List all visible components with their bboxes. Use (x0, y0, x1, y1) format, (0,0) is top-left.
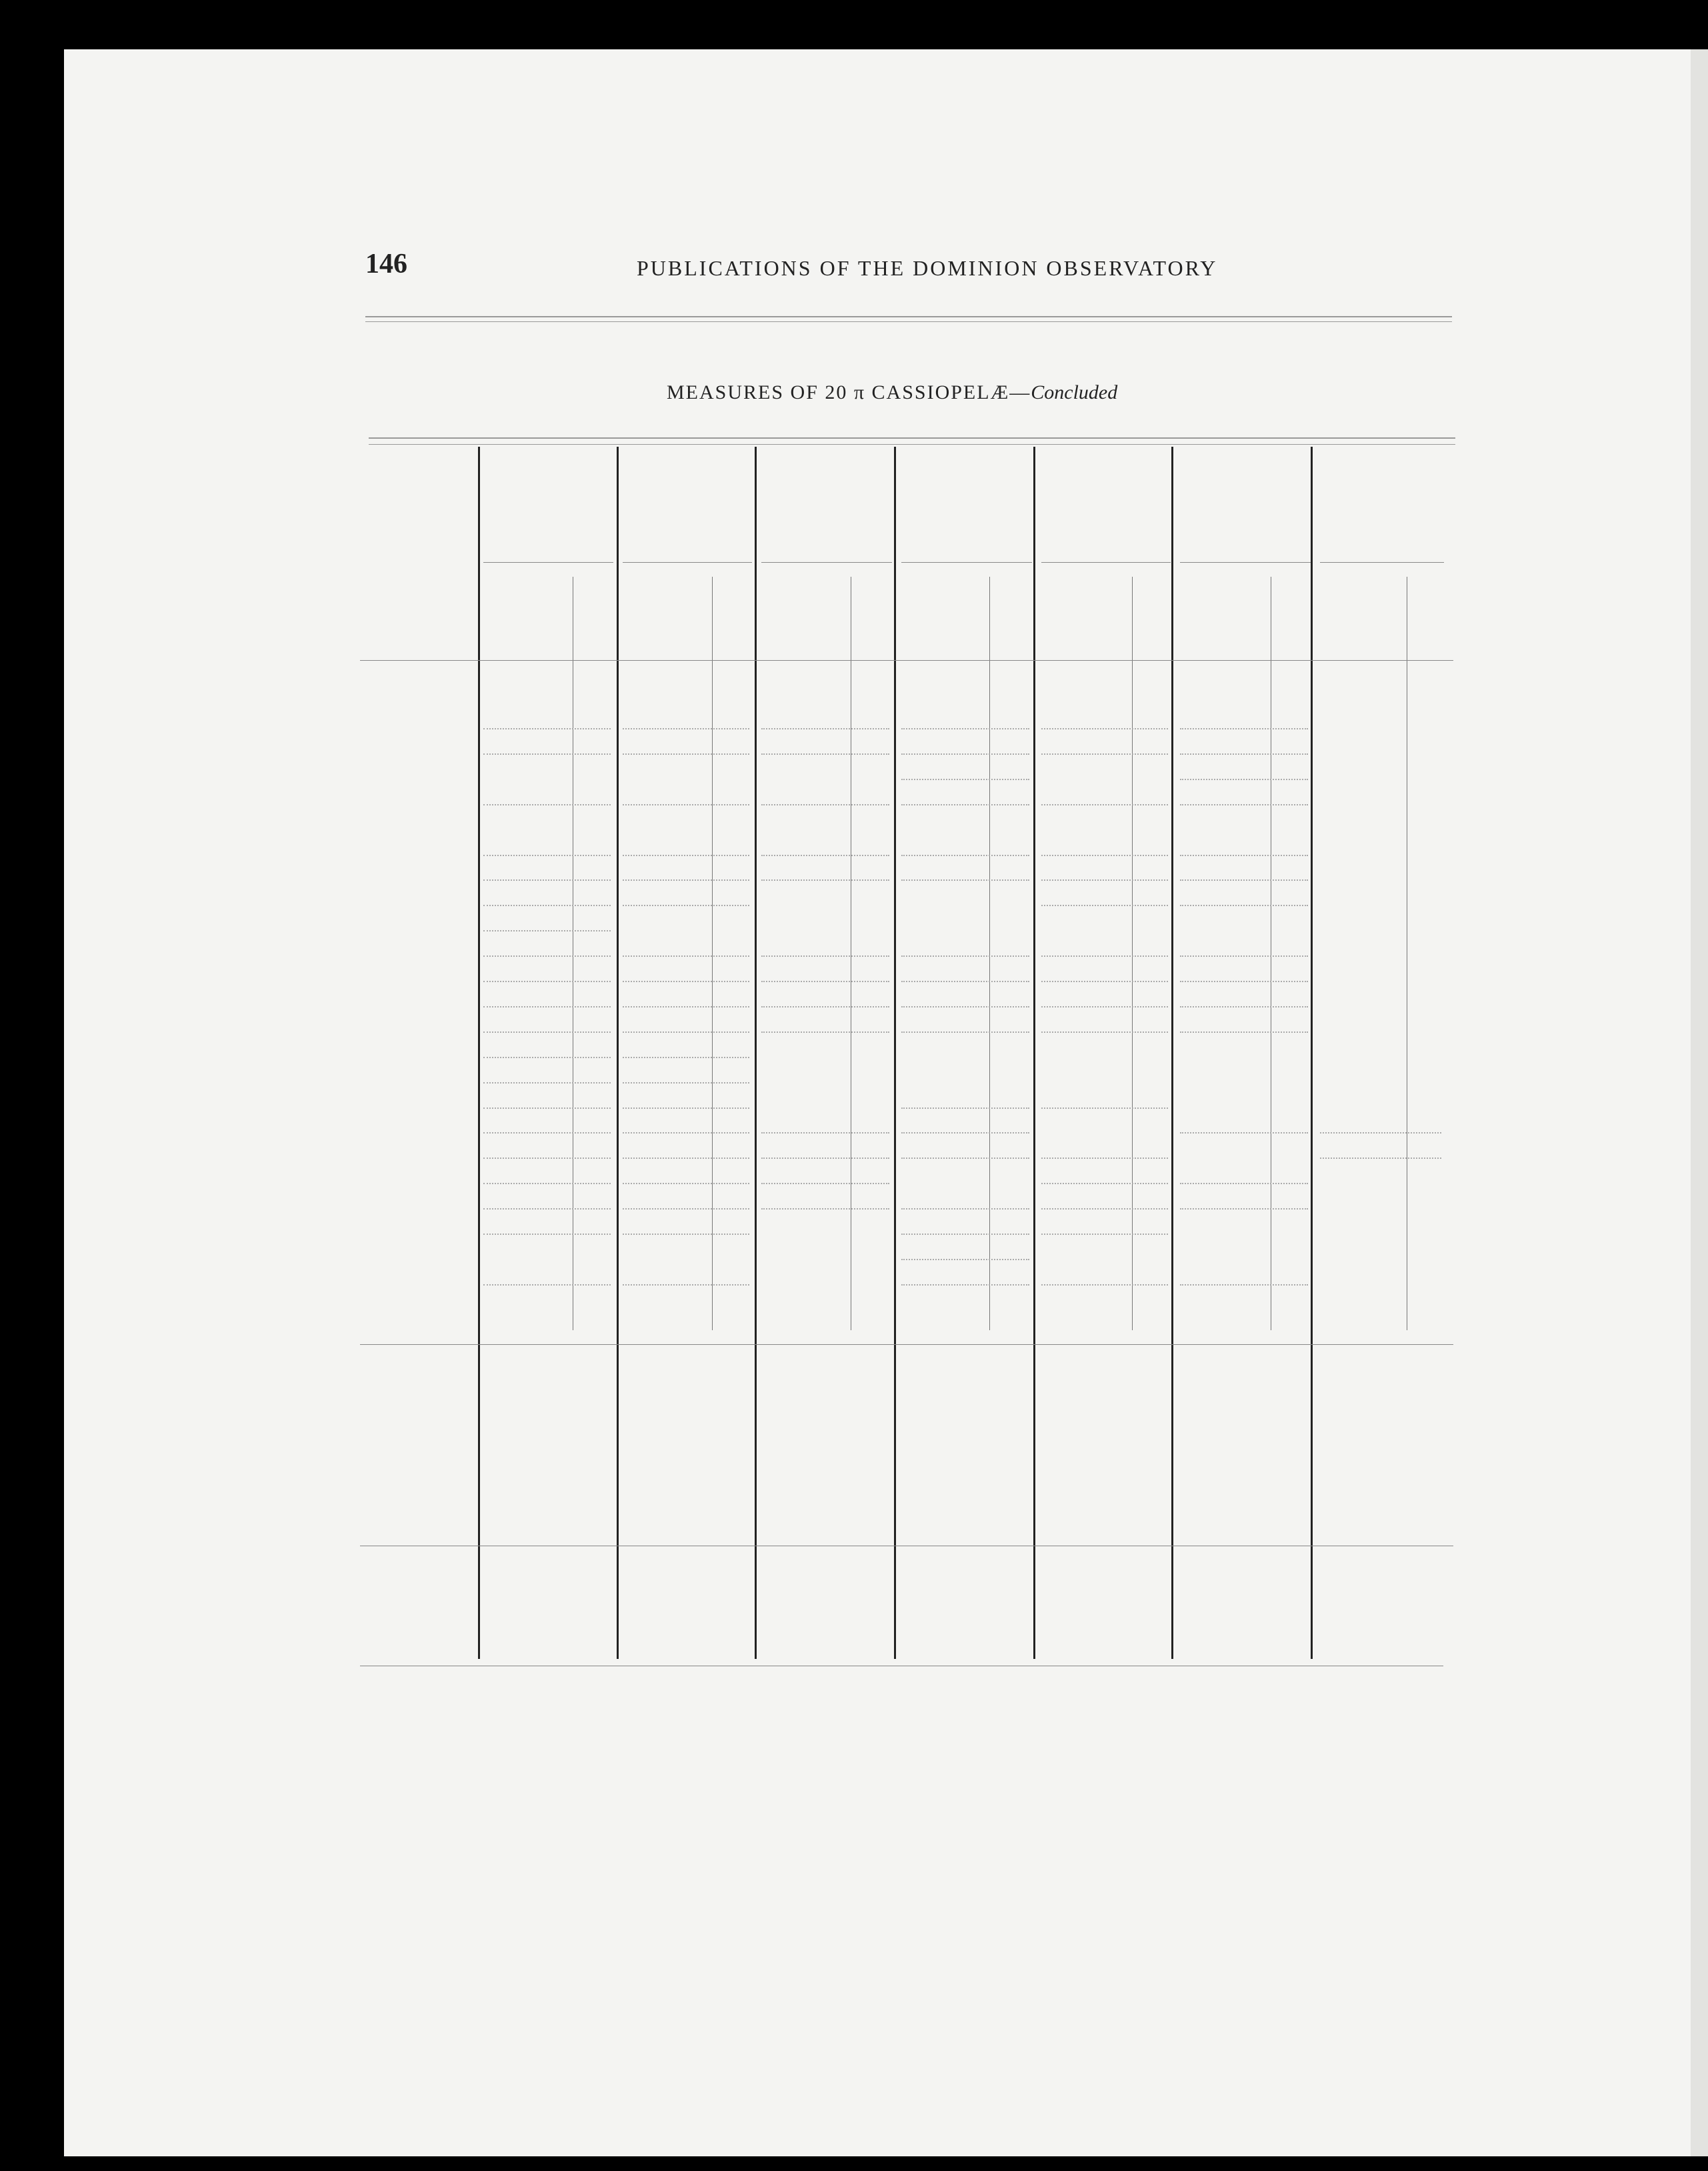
plate-underline (1041, 562, 1171, 563)
empty-leader (623, 879, 749, 881)
empty-leader (901, 981, 1029, 982)
empty-leader (623, 1057, 749, 1058)
empty-leader (623, 804, 749, 805)
empty-leader (1041, 804, 1168, 805)
empty-leader (901, 1259, 1029, 1260)
empty-leader (1180, 955, 1308, 957)
empty-leader (483, 1082, 611, 1083)
empty-leader (1041, 1183, 1168, 1184)
empty-leader (901, 1284, 1029, 1286)
running-head: PUBLICATIONS OF THE DOMINION OBSERVATORY (637, 256, 1218, 280)
empty-leader (761, 1031, 889, 1033)
column-rule (1033, 447, 1035, 1659)
empty-leader (483, 1132, 611, 1134)
empty-leader (623, 905, 749, 906)
plate-underline (1320, 562, 1444, 563)
empty-leader (901, 1132, 1029, 1134)
empty-leader (1180, 1208, 1308, 1210)
empty-leader (1041, 753, 1168, 755)
empty-leader (761, 981, 889, 982)
empty-leader (761, 1183, 889, 1184)
empty-leader (1180, 1284, 1308, 1286)
empty-leader (483, 879, 611, 881)
empty-leader (623, 753, 749, 755)
empty-leader (1041, 1284, 1168, 1286)
empty-leader (623, 1006, 749, 1007)
empty-leader (483, 981, 611, 982)
empty-leader (761, 855, 889, 856)
empty-leader (623, 855, 749, 856)
empty-leader (1180, 1006, 1308, 1007)
empty-leader (1041, 1006, 1168, 1007)
empty-leader (901, 753, 1029, 755)
empty-leader (1180, 804, 1308, 805)
table-top-rule (369, 437, 1455, 439)
empty-leader (623, 1183, 749, 1184)
empty-leader (1180, 1031, 1308, 1033)
empty-leader (761, 728, 889, 729)
empty-leader (483, 855, 611, 856)
empty-leader (623, 1158, 749, 1159)
empty-leader (483, 1234, 611, 1235)
empty-leader (1041, 905, 1168, 906)
plate-underline (761, 562, 892, 563)
empty-leader (901, 779, 1029, 780)
plate-underline (1180, 562, 1311, 563)
empty-leader (483, 753, 611, 755)
empty-leader (1041, 1208, 1168, 1210)
empty-leader (901, 804, 1029, 805)
empty-leader (1041, 981, 1168, 982)
page-edge (1691, 49, 1708, 2156)
column-rule (617, 447, 619, 1659)
empty-leader (901, 1234, 1029, 1235)
empty-leader (483, 930, 611, 931)
empty-leader (761, 879, 889, 881)
header-rule (365, 316, 1452, 317)
empty-leader (901, 879, 1029, 881)
empty-leader (901, 1031, 1029, 1033)
empty-leader (761, 955, 889, 957)
empty-leader (1320, 1158, 1441, 1159)
empty-leader (1041, 1158, 1168, 1159)
empty-leader (901, 728, 1029, 729)
empty-leader (1180, 855, 1308, 856)
empty-leader (623, 1208, 749, 1210)
empty-leader (761, 1132, 889, 1134)
empty-leader (483, 1284, 611, 1286)
empty-leader (623, 1108, 749, 1109)
empty-leader (761, 753, 889, 755)
empty-leader (483, 1183, 611, 1184)
empty-leader (1041, 1031, 1168, 1033)
page-sheet (64, 49, 1691, 2156)
empty-leader (901, 1006, 1029, 1007)
empty-leader (901, 1158, 1029, 1159)
column-rule (478, 447, 480, 1659)
empty-leader (483, 1006, 611, 1007)
column-rule (1311, 447, 1313, 1659)
empty-leader (761, 1006, 889, 1007)
empty-leader (483, 728, 611, 729)
empty-leader (1180, 753, 1308, 755)
empty-leader (1041, 1234, 1168, 1235)
table-top-rule-2 (369, 444, 1455, 445)
empty-leader (483, 804, 611, 805)
vel-wt-divider (989, 577, 990, 1330)
empty-leader (623, 1031, 749, 1033)
column-rule (755, 447, 757, 1659)
empty-leader (1320, 1132, 1441, 1134)
empty-leader (1180, 779, 1308, 780)
header-rule-2 (365, 321, 1452, 322)
empty-leader (623, 1082, 749, 1083)
empty-leader (901, 1208, 1029, 1210)
empty-leader (1180, 1132, 1308, 1134)
empty-leader (1041, 1108, 1168, 1109)
empty-leader (1180, 728, 1308, 729)
table-title: MEASURES OF 20 π CASSIOPELÆ—Concluded (667, 381, 1118, 403)
empty-leader (623, 1234, 749, 1235)
vel-wt-divider (1132, 577, 1133, 1330)
vel-wt-divider (712, 577, 713, 1330)
empty-leader (623, 1132, 749, 1134)
empty-leader (1041, 728, 1168, 729)
plate-underline (901, 562, 1032, 563)
empty-leader (483, 905, 611, 906)
plate-underline (623, 562, 752, 563)
empty-leader (1180, 905, 1308, 906)
column-rule (894, 447, 896, 1659)
empty-leader (1041, 855, 1168, 856)
empty-leader (761, 1208, 889, 1210)
column-rule (1171, 447, 1173, 1659)
header-bottom-rule (360, 660, 1453, 661)
empty-leader (483, 1208, 611, 1210)
empty-leader (901, 855, 1029, 856)
empty-leader (483, 955, 611, 957)
empty-leader (483, 1031, 611, 1033)
empty-leader (623, 955, 749, 957)
page-number: 146 (365, 249, 407, 279)
empty-leader (1041, 955, 1168, 957)
summary-top-rule (360, 1344, 1453, 1345)
plate-underline (483, 562, 613, 563)
empty-leader (1180, 1183, 1308, 1184)
empty-leader (1180, 981, 1308, 982)
empty-leader (483, 1158, 611, 1159)
empty-leader (1180, 879, 1308, 881)
empty-leader (901, 1108, 1029, 1109)
empty-leader (623, 1284, 749, 1286)
empty-leader (623, 728, 749, 729)
empty-leader (483, 1108, 611, 1109)
empty-leader (623, 981, 749, 982)
empty-leader (901, 955, 1029, 957)
empty-leader (1041, 879, 1168, 881)
empty-leader (483, 1057, 611, 1058)
empty-leader (761, 804, 889, 805)
empty-leader (761, 1158, 889, 1159)
